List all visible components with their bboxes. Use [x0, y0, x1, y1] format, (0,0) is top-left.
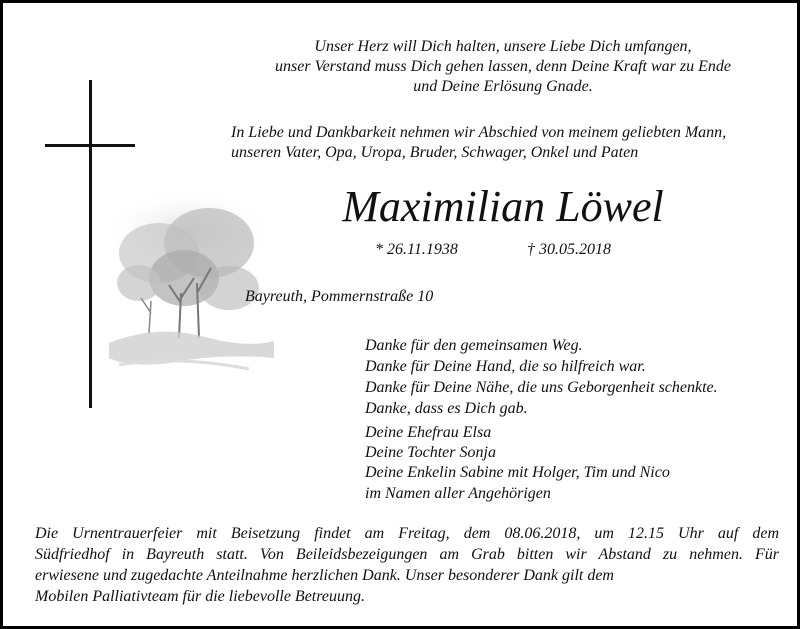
thanks-line-1: Danke für den gemeinsamen Weg. [365, 337, 583, 354]
mourner-line-4: im Namen aller Angehörigen [365, 485, 551, 502]
footer-line-1: Die Urnentrauerfeier mit Beisetzung findet am Freitag, dem 08.06.2018, um 12.15 Uhr auf dem [35, 525, 779, 542]
footer-line-2: Südfriedhof in Bayreuth statt. Von Beileidsbezeigungen am Grab bitten wir Abstand zu nehmen. Für [35, 546, 779, 563]
poem-line-2: unser Verstand muss Dich gehen lassen, denn Deine Kraft war zu Ende [275, 58, 731, 75]
death-date: † 30.05.2018 [527, 241, 611, 258]
birth-date: * 26.11.1938 [375, 241, 458, 258]
mourner-line-2: Deine Tochter Sonja [365, 444, 496, 461]
thanks-line-4: Danke, dass es Dich gab. [365, 400, 528, 417]
thanks-line-2: Danke für Deine Hand, die so hilfreich war. [365, 358, 646, 375]
intro-line-1: In Liebe und Dankbarkeit nehmen wir Abschied von meinem geliebten Mann, [231, 124, 727, 141]
intro-line-2: unseren Vater, Opa, Uropa, Bruder, Schwager, Onkel und Paten [231, 144, 639, 161]
address: Bayreuth, Pommernstraße 10 [245, 288, 434, 305]
poem-line-3: und Deine Erlösung Gnade. [413, 78, 593, 95]
mourner-line-1: Deine Ehefrau Elsa [365, 424, 492, 441]
thanks-line-3: Danke für Deine Nähe, die uns Geborgenheit schenkte. [365, 379, 718, 396]
tree-landscape-illustration [99, 173, 279, 383]
mourner-line-3: Deine Enkelin Sabine mit Holger, Tim und Nico [365, 464, 670, 481]
poem-line-1: Unser Herz will Dich halten, unsere Liebe Dich umfangen, [314, 38, 692, 55]
deceased-name: Maximilian Löwel [342, 182, 664, 231]
footer-line-4: Mobilen Palliativteam für die liebevolle Betreuung. [35, 588, 365, 605]
cross-icon [89, 80, 92, 408]
cross-bar [45, 144, 135, 147]
footer-line-3: erwiesene und zugedachte Anteilnahme herzlichen Dank. Unser besonderer Dank gilt dem [35, 567, 614, 584]
